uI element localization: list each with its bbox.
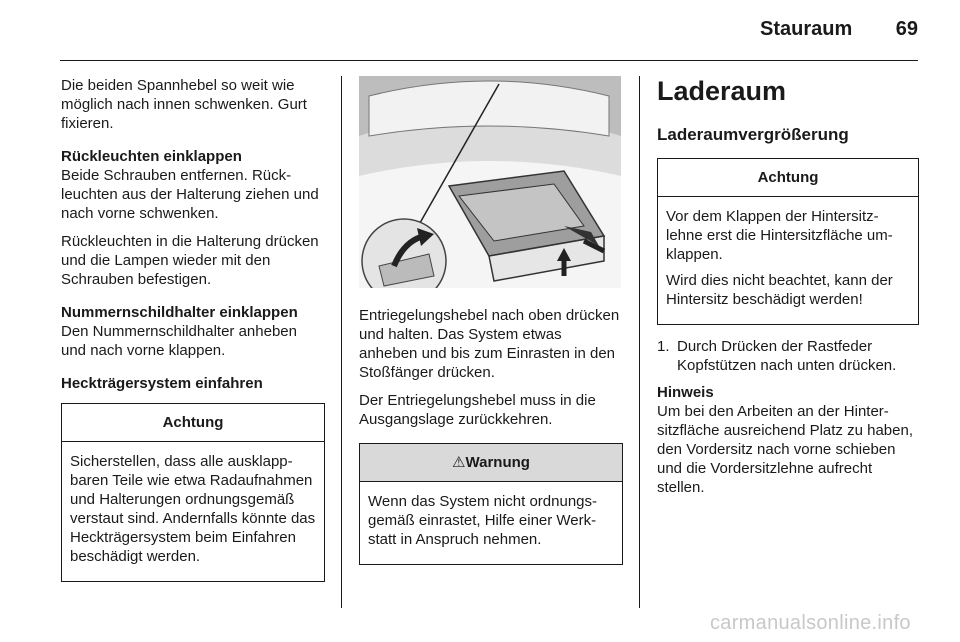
page-header-title: Stauraum — [760, 18, 853, 40]
illustration-rear-carrier — [359, 76, 621, 288]
section-heading-laderaum: Laderaum — [657, 76, 787, 106]
paragraph: Der Entriegelungshebel muss in die Ausgangslage zurückkehren. — [359, 392, 596, 428]
paragraph: Entriegelungshebel nach oben drücken und halten. Das System etwas anheben und bis zum Einrasten in den Stoßfänger drücken. — [359, 307, 620, 381]
caution-box-body — [658, 197, 918, 324]
caution-text: Sicherstellen, dass alle ausklappbaren Teile wie etwa Radaufnahmen und Halterungen ordnungsgemäß verstaut sind. Andernfalls könnte das Heckträgersystem beim Einfahren beschädigt werden. — [70, 453, 316, 565]
intro-paragraph: Die beiden Spannhebel so weit wie möglich nach innen schwenken. Gurt fixieren. — [61, 77, 307, 132]
note-title: Hinweis — [657, 384, 714, 401]
warning-triangle-icon: ⚠ — [452, 454, 466, 471]
section-title-hecktraeger: Heckträgersystem einfahren — [61, 375, 263, 392]
column-divider-2 — [639, 76, 640, 608]
paragraph: Beide Schrauben entfernen. Rückleuchten aus der Halterung ziehen und nach vorne schwenken. — [61, 167, 319, 222]
warning-box — [359, 443, 623, 565]
paragraph: Rückleuchten in die Halterung drücken und die Lampen wieder mit den Schrauben befestigen. — [61, 233, 319, 288]
caution-text: Vor dem Klappen der Hintersitzlehne erst die Hintersitzfläche umklappen. — [666, 208, 893, 263]
column-1 — [61, 76, 325, 582]
watermark: carmanualsonline.info — [710, 612, 911, 634]
header-rule — [60, 60, 918, 61]
caution-box-body — [62, 442, 324, 581]
list-number: 1. — [657, 338, 670, 355]
note-text: Um bei den Arbeiten an der Hintersitzfläche ausreichend Platz zu haben, den Vordersitz nach vorne schieben und die Vordersitzlehne aufrecht stellen. — [657, 403, 913, 496]
list-text: Durch Drücken der Rastfeder Kopfstützen nach unten drücken. — [677, 338, 897, 374]
paragraph: Den Nummernschildhalter anheben und nach vorne klappen. — [61, 323, 297, 359]
caution-box-title: Achtung — [658, 159, 918, 197]
rear-carrier-illustration-graphic — [359, 76, 621, 288]
caution-text: Wird dies nicht beachtet, kann der Hintersitz beschädigt werden! — [666, 272, 893, 308]
caution-box-title: Achtung — [62, 404, 324, 442]
caution-box — [657, 158, 919, 325]
warning-title: Warnung — [465, 454, 530, 471]
column-divider-1 — [341, 76, 342, 608]
warning-text: Wenn das System nicht ordnungsgemäß einrastet, Hilfe einer Werkstatt in Anspruch nehmen. — [368, 493, 598, 548]
section-title-nummernschild: Nummernschildhalter einklappen — [61, 304, 298, 321]
page-number: 69 — [895, 18, 918, 40]
section-title-rueckleuchten: Rückleuchten einklappen — [61, 148, 242, 165]
list-item-step-1 — [657, 337, 919, 375]
caution-box — [61, 403, 325, 582]
warning-box-body — [360, 482, 622, 564]
section-subheading-laderaumvergroesserung: Laderaumvergrößerung — [657, 125, 849, 144]
column-3 — [657, 76, 919, 506]
warning-box-title — [360, 444, 622, 482]
column-2 — [359, 76, 623, 565]
